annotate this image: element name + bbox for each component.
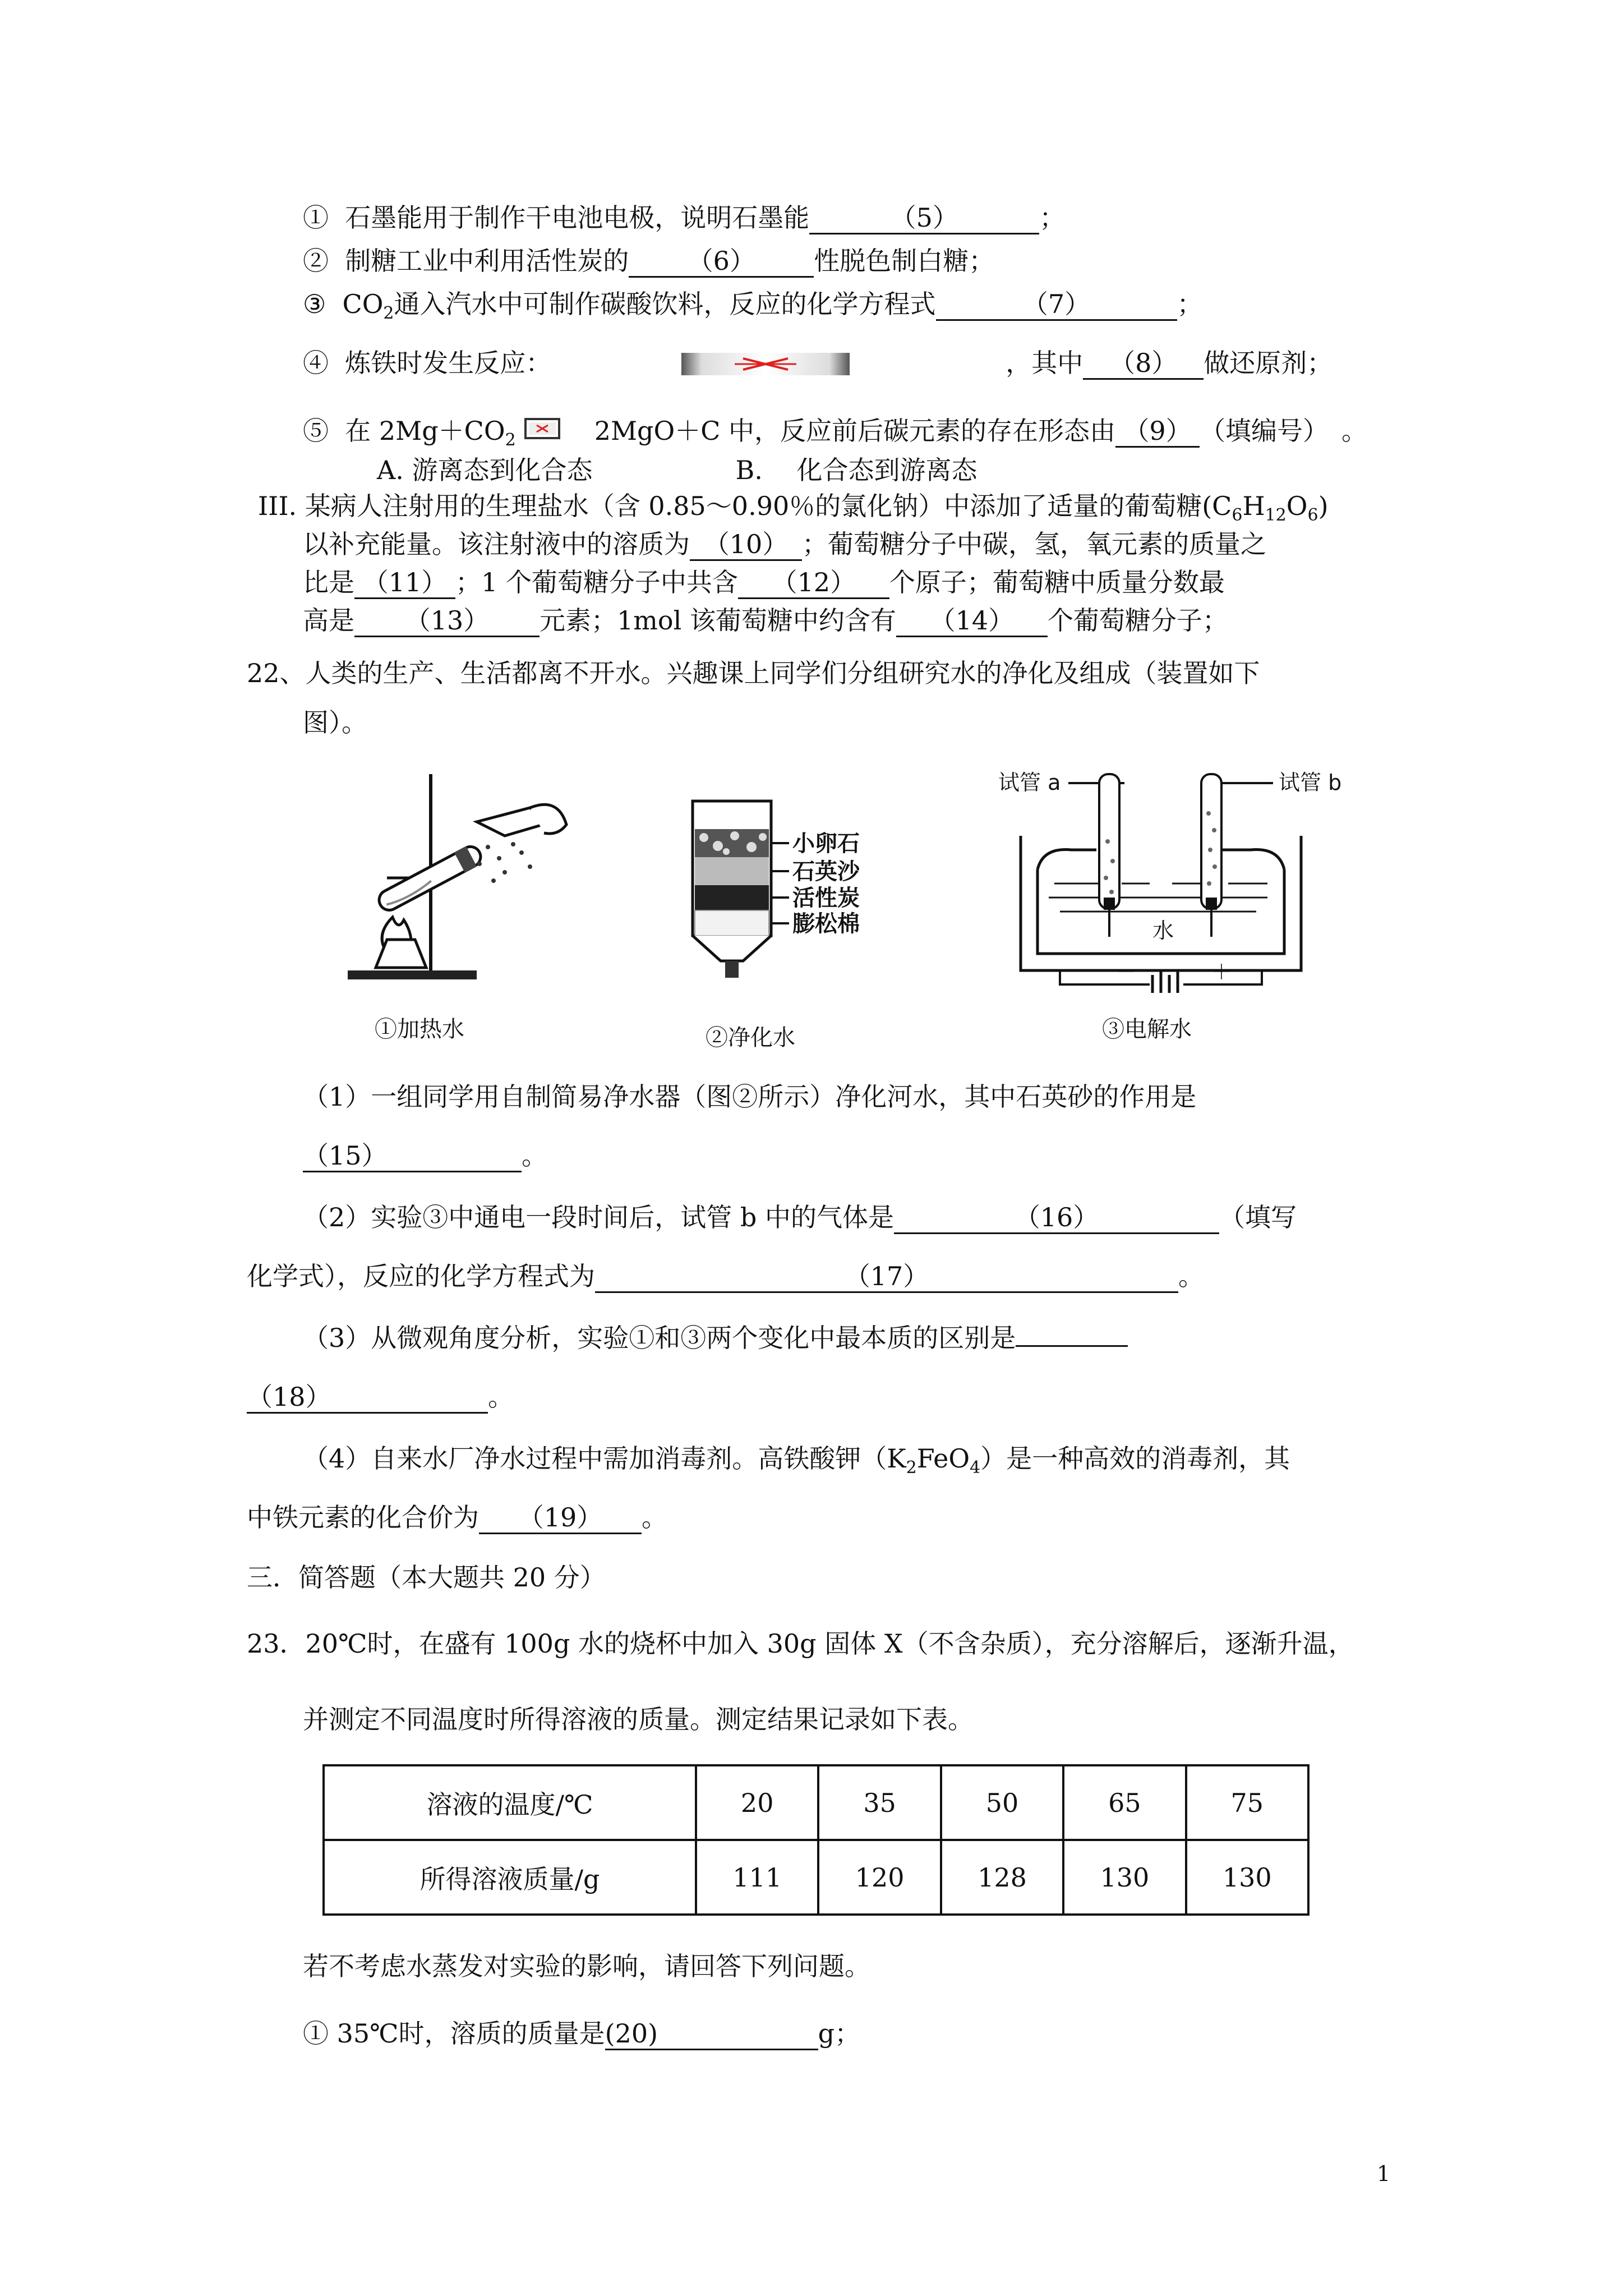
row2-label: 所得溶液质量/g — [324, 1840, 696, 1915]
blank-12[interactable]: （12） — [738, 567, 889, 599]
figure-heating-water — [336, 769, 572, 993]
table-row — [324, 1840, 1308, 1915]
fig3-minus: － — [1116, 961, 1137, 984]
q23-stem-2: 并测定不同温度时所得溶液的质量。测定结果记录如下表。 — [303, 1704, 974, 1734]
line-5-options — [377, 453, 978, 487]
blank-13[interactable]: （13） — [354, 605, 540, 637]
blank-6[interactable]: （6） — [629, 246, 814, 278]
table-cell: 35 — [818, 1765, 940, 1840]
row1-label: 溶液的温度/℃ — [324, 1765, 696, 1840]
table-cell: 128 — [941, 1840, 1063, 1915]
fig3-label-water: 水 — [1152, 918, 1174, 943]
results-table — [322, 1764, 1310, 1916]
fig3-plus: ＋ — [1211, 961, 1232, 984]
q22-p3-line1: （3）从微观角度分析，实验①和③两个变化中最本质的区别是 — [303, 1321, 1128, 1355]
q22-p1-line1: （1）一组同学用自制简易净水器（图②所示）净化河水，其中石英砂的作用是 — [303, 1082, 1197, 1112]
table-cell: 111 — [696, 1840, 818, 1915]
blank-18[interactable]: （18） — [247, 1382, 488, 1414]
table-cell: 130 — [1063, 1840, 1186, 1915]
table-cell: 130 — [1186, 1840, 1308, 1915]
blank-11[interactable]: （11） — [354, 567, 455, 599]
line-4: ④ 炼铁时发生反应： ，其中 （8） 做还原剂； — [303, 346, 1332, 380]
table-cell: 75 — [1186, 1765, 1308, 1840]
blank-16[interactable]: （16） — [894, 1202, 1219, 1234]
reaction-condition-image — [524, 418, 560, 439]
fig2-label-pebbles: 小卵石 — [792, 831, 860, 857]
figure-1-caption: ①加热水 — [375, 1016, 464, 1042]
line-2: ② 制糖工业中利用活性炭的 （6） 性脱色制白糖； — [303, 244, 994, 278]
figure-3-caption: ③电解水 — [1102, 1016, 1192, 1042]
figure-electrolysis-water — [987, 757, 1380, 993]
option-b: B. 化合态到游离态 — [735, 455, 978, 485]
table-cell: 120 — [818, 1840, 940, 1915]
fig2-label-cotton: 膨松棉 — [792, 911, 860, 937]
q23-q1: ① 35℃时，溶质的质量是(20) g； — [303, 2017, 860, 2050]
table-cell: 50 — [941, 1765, 1063, 1840]
q23-note: 若不考虑水蒸发对实验的影响，请回答下列问题。 — [303, 1951, 870, 1981]
q22-stem-1: 22、人类的生产、生活都离不开水。兴趣课上同学们分组研究水的净化及组成（装置如下 — [247, 658, 1260, 688]
q22-stem-2: 图）。 — [303, 707, 367, 738]
line-5: ⑤ 在 $2Mg+CO_2$ 2MgO＋C 中，反应前后碳元素的存在形态由 （9） （填编号） 。 — [303, 416, 1368, 450]
fig2-label-quartz-sand: 石英沙 — [792, 859, 860, 885]
blank-19[interactable]: （19） — [479, 1502, 642, 1534]
line-3: ③ $CO_2$通入汽水中可制作碳酸饮料，反应的化学方程式 （7） ； — [303, 289, 1203, 324]
q22-p4-line1: （4）自来水厂净水过程中需加消毒剂。高铁酸钾$(K_2FeO_4)$是一种高效的消毒剂，其 — [303, 1443, 1290, 1478]
q3-line-1: III. 某病人注射用的生理盐水（含 0.85～0.90％的氯化钠）中添加了适量的葡萄糖$(C_6H_{12}O_6)$ — [258, 491, 1329, 526]
blank-7[interactable]: （7） — [936, 289, 1177, 321]
page-number: 1 — [1377, 2161, 1391, 2186]
q22-p3-line2: （18） 。 — [247, 1380, 514, 1414]
blank-9[interactable]: （9） — [1115, 416, 1200, 448]
section-3-heading: 三．简答题（本大题共 20 分） — [247, 1562, 606, 1593]
fig2-label-activated-carbon: 活性炭 — [792, 885, 860, 911]
q3-line-3: 比是 （11） ；1 个葡萄糖分子中共含 （12） 个原子；葡萄糖中质量分数最 — [303, 565, 1225, 599]
blank-5[interactable]: （5） — [809, 203, 1039, 234]
reaction-condition-image — [681, 351, 850, 378]
q23-stem-1: 23．20℃时，在盛有 100g 水的烧杯中加入 30g 固体 X（不含杂质），充分溶解后，逐渐升温， — [247, 1628, 1354, 1659]
blank-17[interactable]: （17） — [595, 1261, 1178, 1293]
blank-14[interactable]: （14） — [896, 605, 1048, 637]
q3-line-4: 高是 （13） 元素；1mol 该葡萄糖中约含有 （14） 个葡萄糖分子； — [303, 604, 1228, 637]
blank-20[interactable]: (20) — [605, 2018, 818, 2050]
q22-p2-line1: （2）实验③中通电一段时间后，试管 b 中的气体是 （16） （填写 — [303, 1200, 1297, 1234]
figure-purifying-water — [687, 795, 934, 981]
fig3-label-tube-a: 试管 a — [998, 770, 1061, 795]
line-1: ① 石墨能用于制作干电池电极，说明石墨能 （5） ； — [303, 201, 1065, 234]
figure-2-caption: ②净化水 — [706, 1025, 795, 1051]
q22-p2-line2: 化学式），反应的化学方程式为 （17） 。 — [247, 1259, 1204, 1293]
q3-line-2: 以补充能量。该注射液中的溶质为 （10） ；葡萄糖分子中碳，氢，氧元素的质量之 — [303, 527, 1266, 561]
blank-8[interactable]: （8） — [1083, 348, 1204, 380]
option-a: A. 游离态到化合态 — [377, 455, 593, 485]
table-row — [324, 1765, 1308, 1840]
q22-p1-line2: （15） 。 — [303, 1139, 547, 1172]
fig3-label-tube-b: 试管 b — [1279, 770, 1342, 795]
q22-p4-line2: 中铁元素的化合价为 （19） 。 — [247, 1501, 667, 1534]
blank-15[interactable]: （15） — [303, 1140, 522, 1172]
table-cell: 20 — [696, 1765, 818, 1840]
blank-10[interactable]: （10） — [690, 529, 802, 561]
table-cell: 65 — [1063, 1765, 1186, 1840]
